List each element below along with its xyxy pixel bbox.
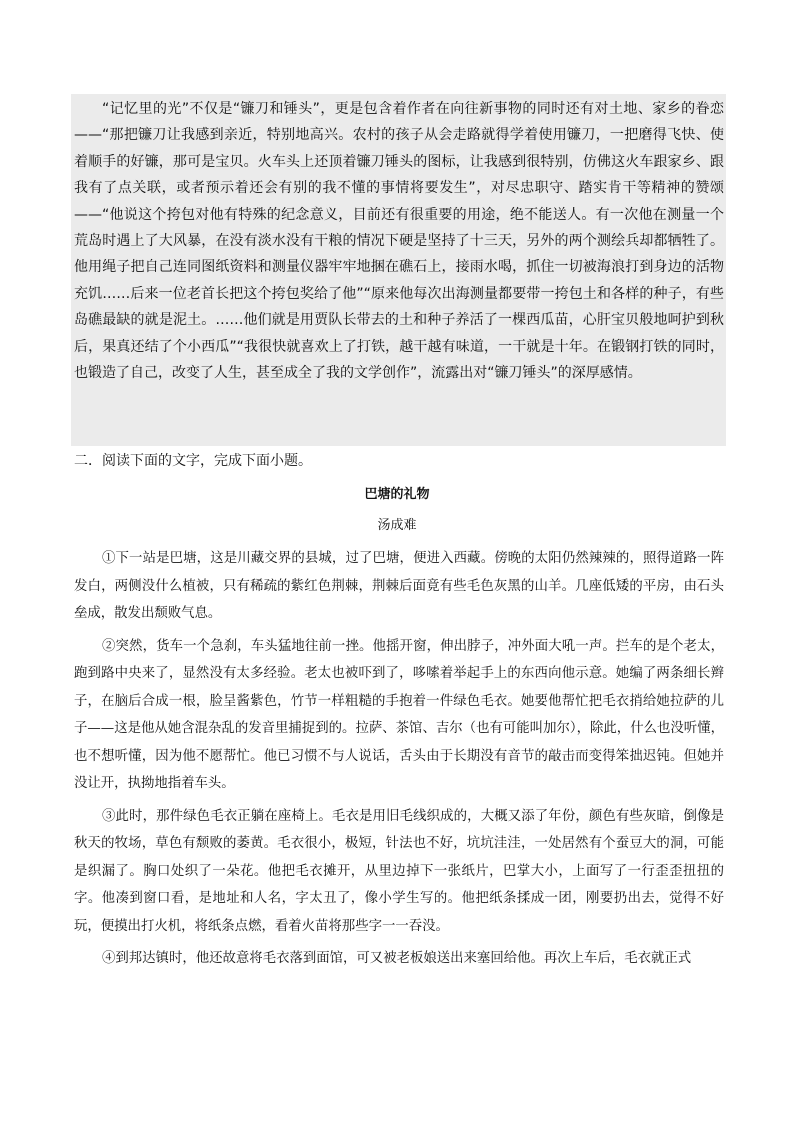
passage-note — [74, 96, 724, 386]
section-heading: 二．阅读下面的文字，完成下面小题。 — [74, 453, 312, 469]
story-paragraph-2: ②突然，货车一个急刹，车头猛地往前一挫。他摇开窗，伸出脖子，冲外面大吼一声。拦车的是个老太，跑到路中央来了，显然没有太多经验。老太也被吓到了，哆嗦着举起手上的东西向他示意。她编了两条细长辫子，在脑后合成一根，脸呈酱紫色，竹节一样粗糙的手抱着一件绿色毛衣。她要他帮忙把毛衣捎给她拉萨的儿子——这是他从她含混杂乱的发音里捕捉到的。拉萨、茶馆、吉尔（也有可能叫加尔），除此，什么也没听懂，也不想听懂，因为他不愿帮忙。他已习惯不与人说话，舌头由于长期没有音节的敲击而变得笨拙迟钝。但她并没让开，执拗地指着车头。 — [74, 638, 724, 791]
story-body — [74, 545, 724, 978]
story-title: 巴塘的礼物 — [364, 487, 430, 502]
story-paragraph-1: ①下一站是巴塘，这是川藏交界的县城，过了巴塘，便进入西藏。傍晚的太阳仍然辣辣的，照得道路一阵发白，两侧没什么植被，只有稀疏的紫红色荆棘，荆棘后面竟有些毛色灰黑的山羊。几座低矮的平房，由石头垒成，散发出颓败气息。 — [74, 551, 724, 621]
story-paragraph-4: ④到邦达镇时，他还故意将毛衣落到面馆，可又被老板娘送出来塞回给他。再次上车后，毛衣就正式 — [102, 951, 692, 966]
story-paragraph-3: ③此时，那件绿色毛衣正躺在座椅上。毛衣是用旧毛线织成的，大概又添了年份，颜色有些灰暗，倒像是秋天的牧场，草色有颓败的萎黄。毛衣很小，极短，针法也不好，坑坑洼洼，一处居然有个蚕豆大的洞，可能是织漏了。胸口处织了一朵花。他把毛衣摊开，从里边掉下一张纸片，巴掌大小，上面写了一行歪歪扭扭的字。他凑到窗口看，是地址和人名，字太丑了，像小学生写的。他把纸条揉成一团，刚要扔出去，觉得不好玩，便摸出打火机，将纸条点燃，看着火苗将那些字一一吞没。 — [74, 808, 724, 934]
story-author: 汤成难 — [377, 518, 417, 533]
passage-note-text: “记忆里的光”不仅是“镰刀和锤头”，更是包含着作者在向往新事物的同时还有对土地、家乡的眷恋——“那把镰刀让我感到亲近，特别地高兴。农村的孩子从会走路就得学着使用镰刀，一把磨得飞快、使着顺手的好镰，那可是宝贝。火车头上还顶着镰刀锤头的图标，让我感到很特别，仿佛这火车跟家乡、跟我有了点关联，或者预示着还会有别的我不懂的事情将要发生”，对尽忠职守、踏实肯干等精神的赞颂——“他说这个挎包对他有特殊的纪念意义，目前还有很重要的用途，绝不能送人。有一次他在测量一个荒岛时遇上了大风暴，在没有淡水没有干粮的情况下硬是坚持了十三天，另外的两个测绘兵却都牺牲了。他用绳子把自己连同图纸资料和测量仪器牢牢地捆在礁石上，接雨水喝，抓住一切被海浪打到身边的活物充饥……后来一位老首长把这个挎包奖给了他”“原来他每次出海测量都要带一挎包土和各样的种子，有些岛礁最缺的就是泥土。……他们就是用贾队长带去的土和种子养活了一棵西瓜苗，心肝宝贝般地呵护到秋后，果真还结了个小西瓜”“我很快就喜欢上了打铁，越干越有味道，一干就是十年。在锻钢打铁的同时，也锻造了自己，改变了人生，甚至成全了我的文学创作”，流露出对“镰刀锤头”的深厚感情。 — [74, 101, 724, 382]
